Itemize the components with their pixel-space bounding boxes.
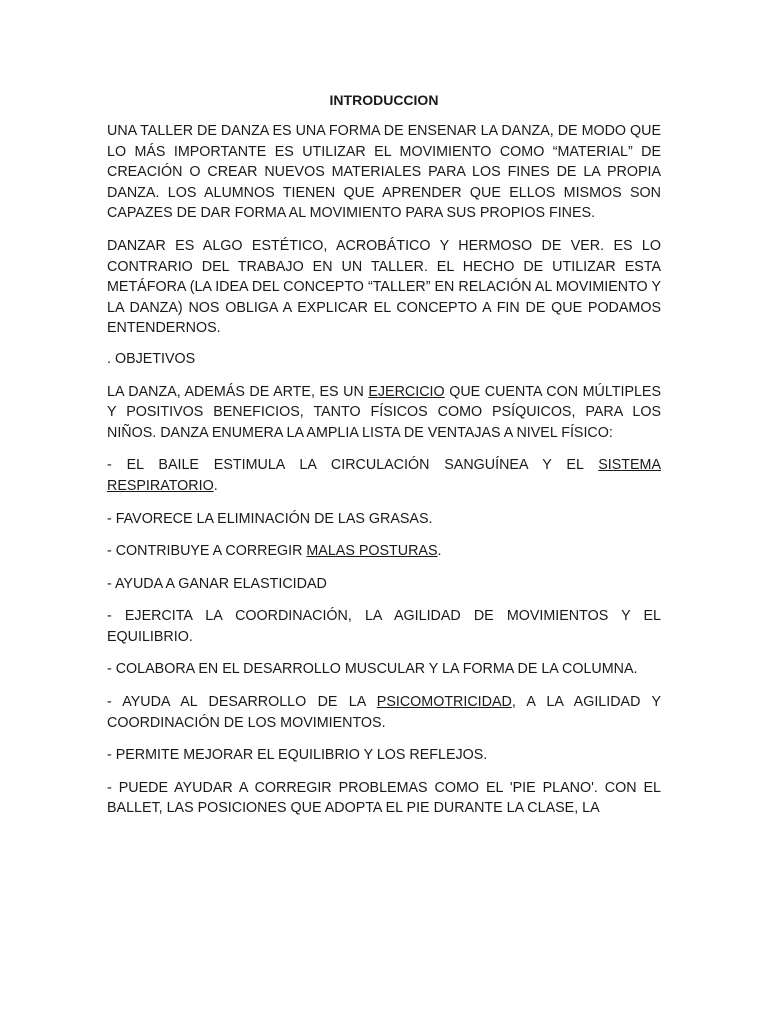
link-malas-posturas[interactable]: MALAS POSTURAS [306,543,438,560]
benefit-item-4: - AYUDA A GANAR ELASTICIDAD [107,575,327,592]
benefit-item-7 [107,692,661,733]
intro-paragraph-1: UNA TALLER DE DANZA ES UNA FORMA DE ENSENAR LA DANZA, DE MODO QUE LO MÁS IMPORTANTE ES UTILIZAR EL MOVIMIENTO COMO “MATERIAL” DE CREACIÓN O CREAR NUEVOS MATERIALES PARA LOS FINES DE LA PROPIA DANZA. LOS ALUMNOS TIENEN QUE APRENDER QUE ELLOS MISMOS SON CAPAZES DE DAR FORMA AL MOVIMIENTO PARA SUS PROPIOS FINES. [107,123,661,222]
text-segment: . [213,477,218,494]
objectives-paragraph [107,382,661,444]
text-segment: QUE CUENTA CON MÚLTIPLES Y POSITIVOS BENEFICIOS, TANTO FÍSICOS COMO PSÍQUICOS, PARA LOS NIÑOS. DANZA ENUMERA LA AMPLIA LISTA DE VENTAJAS A NIVEL FÍSICO: [107,383,662,441]
benefit-item-9: - PUEDE AYUDAR A CORREGIR PROBLEMAS COMO EL 'PIE PLANO'. CON EL BALLET, LAS POSICIONES QUE ADOPTA EL PIE DURANTE LA CLASE, LA [107,779,661,817]
link-psicomotricidad[interactable]: PSICOMOTRICIDAD [376,694,512,711]
benefit-item-3 [107,541,661,562]
text-segment: - CONTRIBUYE A CORREGIR [107,543,307,560]
link-ejercicio[interactable]: EJERCICIO [368,383,445,400]
text-segment: , A LA AGILIDAD Y COORDINACIÓN DE LOS MOVIMIENTOS. [107,694,661,731]
document-body [107,91,661,831]
benefit-item-2: - FAVORECE LA ELIMINACIÓN DE LAS GRASAS. [107,510,433,527]
text-segment: - EL BAILE ESTIMULA LA CIRCULACIÓN SANGUÍNEA Y EL [107,457,599,474]
intro-paragraph-2: DANZAR ES ALGO ESTÉTICO, ACROBÁTICO Y HERMOSO DE VER. ES LO CONTRARIO DEL TRABAJO EN UN TALLER. EL HECHO DE UTILIZAR ESTA METÁFORA (LA IDEA DEL CONCEPTO “TALLER” EN RELACIÓN AL MOVIMIENTO Y LA DANZA) NOS OBLIGA A EXPLICAR EL CONCEPTO A FIN DE QUE PODAMOS ENTENDERNOS. [107,237,661,337]
link-sistema-respiratorio[interactable]: SISTEMA RESPIRATORIO [107,457,661,494]
benefit-item-1 [107,455,661,496]
document-title: INTRODUCCION [329,92,439,108]
text-segment: LA DANZA, ADEMÁS DE ARTE, ES UN [107,383,369,400]
benefit-item-6: - COLABORA EN EL DESARROLLO MUSCULAR Y LA FORMA DE LA COLUMNA. [107,661,638,678]
objectives-heading: . OBJETIVOS [107,350,196,367]
text-segment: - AYUDA AL DESARROLLO DE LA [107,694,377,711]
text-segment: . [437,543,442,560]
benefit-item-8: - PERMITE MEJORAR EL EQUILIBRIO Y LOS REFLEJOS. [107,747,488,764]
benefit-item-5: - EJERCITA LA COORDINACIÓN, LA AGILIDAD DE MOVIMIENTOS Y EL EQUILIBRIO. [107,608,661,645]
